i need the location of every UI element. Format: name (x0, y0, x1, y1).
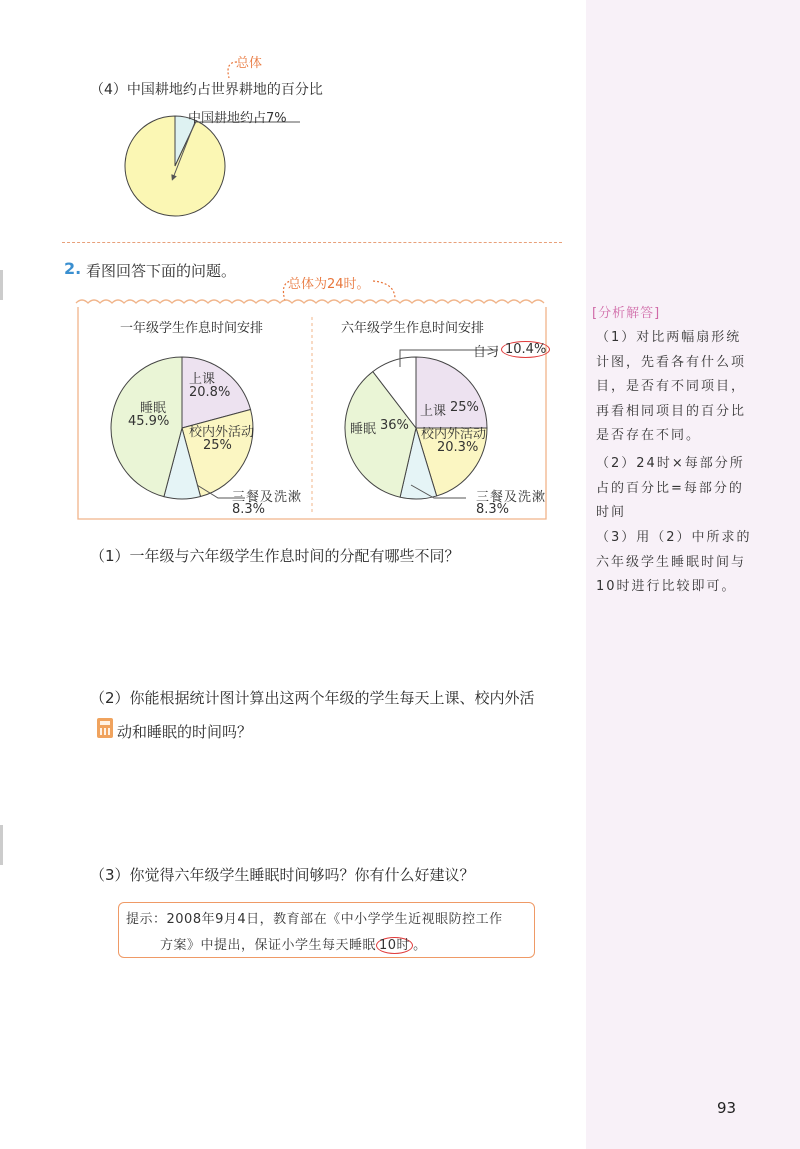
g6-label-class: 上课 (420, 404, 447, 419)
g6-value-sleep: 36% (380, 418, 409, 433)
tip-line-1: 提示：2008年9月4日，教育部在《中小学学生近视眼防控工作 (126, 912, 503, 927)
part4-question: （4）中国耕地约占世界耕地的百分比 (90, 82, 323, 98)
question-1: （1）一年级与六年级学生作息时间的分配有哪些不同？ (90, 547, 460, 565)
page-edge-mark (0, 825, 3, 865)
calculator-icon (97, 718, 113, 738)
slice-label-china: 中国耕地约占7% (188, 111, 287, 126)
question-2-line2: 动和睡眠的时间吗？ (117, 723, 253, 741)
question-number: 2. (64, 259, 82, 278)
section-divider (62, 242, 562, 243)
tip-line-2-text: 方案》中提出，保证小学生每天睡眠 (160, 938, 377, 953)
g6-label-selfstudy: 自习 (473, 345, 500, 360)
tip-line-2 (160, 934, 427, 953)
chart-title-grade6: 六年级学生作息时间安排 (341, 321, 485, 336)
sidebar-title: [分析解答] (592, 306, 661, 321)
g1-label-class: 上课 (189, 372, 216, 387)
g1-value-class: 20.8% (189, 385, 231, 400)
tip-line-2-end: 。 (413, 938, 427, 953)
chart-title-grade1: 一年级学生作息时间安排 (120, 321, 264, 336)
g6-value-selfstudy: 10.4% (501, 341, 550, 358)
g6-label-meals: 三餐及洗漱 (476, 490, 547, 505)
pie-slice-1 (125, 116, 225, 216)
g6-value-activity: 20.3% (437, 440, 479, 455)
sidebar-note-3: （3）用（2）中所求的六年级学生睡眠时间与10时进行比较即可。 (596, 530, 752, 594)
question-2-line1: （2）你能根据统计图计算出这两个年级的学生每天上课、校内外活 (90, 689, 535, 707)
g6-label-activity: 校内外活动 (421, 427, 487, 442)
question-3: （3）你觉得六年级学生睡眠时间够吗？你有什么好建议？ (90, 866, 475, 884)
g6-value-meals: 8.3% (476, 502, 510, 517)
g1-value-activity: 25% (203, 438, 232, 453)
total-annotation: 总体 (236, 56, 263, 71)
g1-label-activity: 校内外活动 (189, 425, 255, 440)
page-number: 93 (717, 1099, 737, 1117)
tip-highlight-10h: 10时 (376, 937, 413, 954)
g1-label-meals: 三餐及洗漱 (232, 490, 303, 505)
g1-value-sleep: 45.9% (128, 414, 170, 429)
g6-label-sleep: 睡眠 (350, 422, 377, 437)
sidebar-note-2: （2）24时×每部分所占的百分比=每部分的时间 (596, 456, 745, 520)
question-prompt: 看图回答下面的问题。 (86, 262, 237, 280)
sidebar-note-1: （1）对比两幅扇形统计图，先看各有什么项目，是否有不同项目，再看相同项目的百分比是否存在不同。 (596, 330, 747, 443)
g1-label-sleep: 睡眠 (140, 401, 167, 416)
g1-value-meals: 8.3% (232, 502, 266, 517)
page-edge-mark (0, 270, 3, 300)
g6-value-class: 25% (450, 400, 479, 415)
total-annotation-24h: 总体为24时。 (288, 277, 370, 292)
